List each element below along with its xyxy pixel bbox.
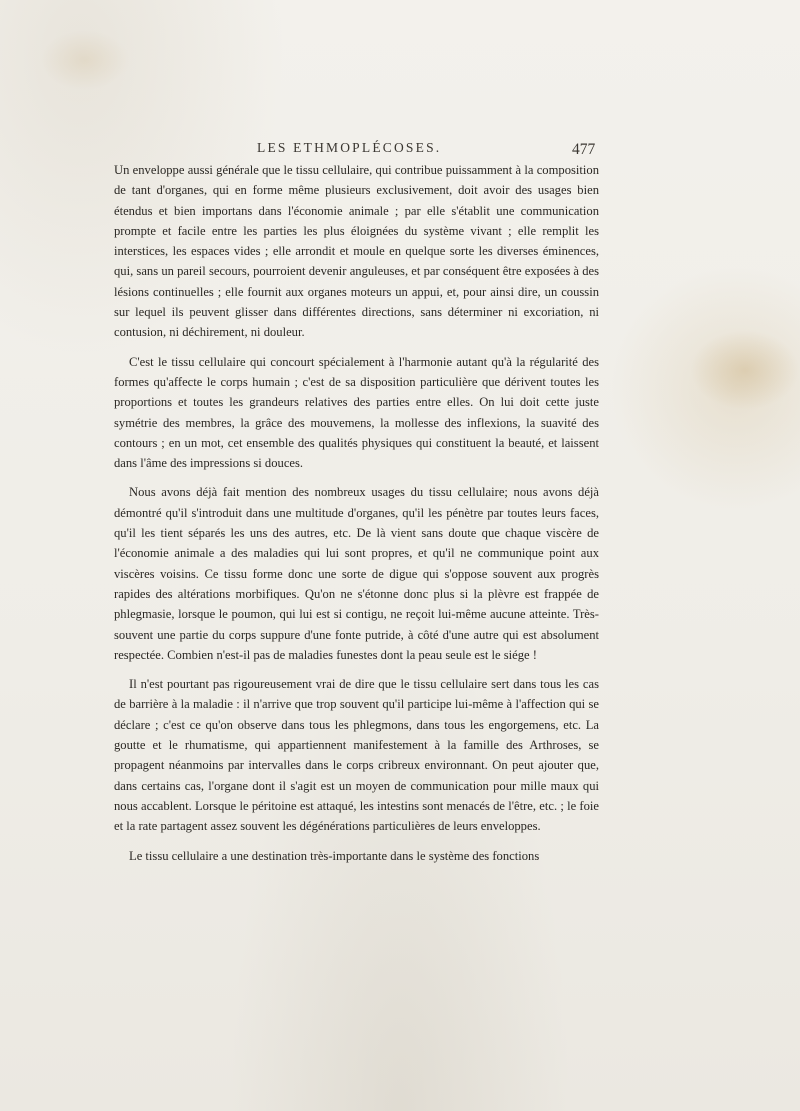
paragraph: Le tissu cellulaire a une destination très-importante dans le système des fonctions [129, 848, 540, 863]
paper-stain [690, 330, 800, 410]
paragraph: Nous avons déjà fait mention des nombreux usages du tissu cellulaire; nous avons déjà démontré qu'il s'introduit dans une multitude d'organes, qu'il les pénètre par toutes leurs faces, qu'il les tient séparés les uns des autres, etc. De là vient sans doute que chaque viscère de l'économie animale a des maladies qui lui sont propres, et qu'il ne communique point aux viscères voisins. Ce tissu forme donc une sorte de digue qui s'oppose souvent aux progrès rapides des altérations morbifiques. Qu'on ne s'étonne donc plus si la plèvre est frappée de phlegmasie, lorsque le poumon, qui lui est si contigu, ne reçoit lui-même aucune atteinte. Très-souvent une partie du corps suppure d'une fonte putride, à côté d'une autre qui est absolument respectée. Combien n'est-il pas de maladies funestes dont la peau seule est le siége ! [114, 485, 599, 662]
running-title: LES ETHMOPLÉCOSES. [257, 140, 442, 155]
paragraph: Il n'est pourtant pas rigoureusement vrai de dire que le tissu cellulaire sert dans tous les cas de barrière à la maladie : il n'arrive que trop souvent qu'il participe lui-même à l'affection qui se déclare ; c'est ce qu'on observe dans tous les phlegmons, dans tous les engorgemens, etc. La goutte et le rhumatisme, qui appartiennent manifestement à la famille des Arthroses, se propagent néanmoins par intervalles dans le corps cribreux environnant. On peut ajouter que, dans certains cas, l'organe dont il s'agit est un moyen de communication pour mille maux qui nous accablent. Lorsque le péritoine est attaqué, les intestins sont menacés de l'être, etc. ; le foie et la rate partagent assez souvent les dégénérations particulières de leurs enveloppes. [114, 677, 599, 834]
paper-stain [40, 30, 130, 90]
paragraph: Un enveloppe aussi générale que le tissu cellulaire, qui contribue puissamment à la composition de tant d'organes, qui en forme même plusieurs exclusivement, doit avoir des usages bien étendus et bien importans dans l'économie animale ; par elle s'établit une communication prompte et facile entre les parties les plus éloignées du système vivant ; elle remplit les interstices, les espaces vides ; elle arrondit et moule en quelque sorte les diverses éminences, qui, sans un pareil secours, pourroient devenir anguleuses, et par conséquent être exposées à des lésions continuelles ; elle fournit aux organes moteurs un appui, et, pour ainsi dire, un coussin sur lequel ils peuvent glisser dans différentes directions, sans déterminer ni excoriation, ni contusion, ni déchirement, ni douleur. [114, 163, 599, 340]
paragraph: C'est le tissu cellulaire qui concourt spécialement à l'harmonie autant qu'à la régularité des formes qu'affecte le corps humain ; c'est de sa disposition particulière que dérivent toutes les proportions et toutes les grandeurs relatives des parties entre elles. On lui doit cette juste symétrie des membres, la grâce des mouvemens, la mollesse des inflexions, la suavité des contours ; en un mot, cet ensemble des qualités physiques qui constituent la beauté, et laissent dans l'âme des impressions si douces. [114, 354, 599, 471]
body-text [114, 160, 599, 875]
page-number: 477 [572, 141, 596, 158]
